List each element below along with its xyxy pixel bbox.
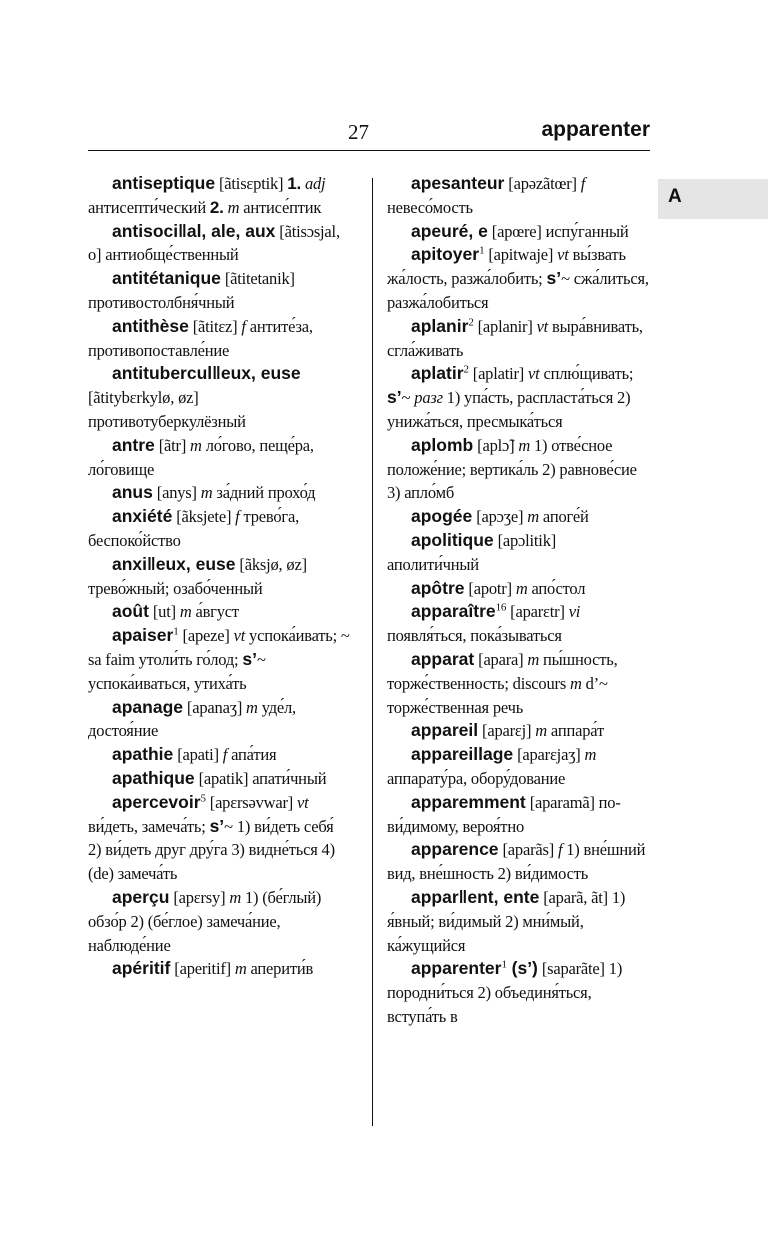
headword: s’ <box>209 815 225 836</box>
entry-text: [apara] <box>474 649 528 669</box>
grammar-label: m <box>518 435 531 455</box>
entry-text: [ãksjete] <box>172 507 236 527</box>
dictionary-entry <box>88 886 350 957</box>
superscript-number: 2 <box>468 316 474 329</box>
headword: apercevoir <box>112 791 201 812</box>
headword: antithèse <box>112 315 189 336</box>
dictionary-entry <box>88 743 350 767</box>
headword: appar‖ent, ente <box>411 886 540 907</box>
dictionary-entry <box>88 791 350 886</box>
dictionary-entry <box>88 505 350 553</box>
entry-text: d’~ торже́ственная речь <box>387 673 608 717</box>
grammar-label: f <box>222 745 228 765</box>
entry-text: пы́шность, торже́ственность; discours <box>387 649 618 693</box>
grammar-label: m <box>246 697 258 717</box>
sense-number: 2. <box>209 197 224 217</box>
grammar-label: m <box>515 578 528 598</box>
dictionary-entry <box>88 362 350 433</box>
superscript-number: 1 <box>173 625 179 638</box>
headword: antiseptique <box>112 173 216 193</box>
entry-text: [aplanir] <box>473 316 537 336</box>
entry-text: аппара́т <box>547 721 604 741</box>
grammar-label: vt <box>297 792 309 812</box>
grammar-label: m <box>190 435 202 455</box>
dictionary-entry <box>88 553 350 601</box>
grammar-label: f <box>557 840 563 860</box>
entry-text: антисе́птик <box>239 197 322 217</box>
dictionary-entry <box>387 957 651 1028</box>
dictionary-entry <box>88 600 350 624</box>
grammar-label: m <box>229 887 242 907</box>
entry-text: невесо́мость <box>387 197 473 217</box>
grammar-label: adj <box>304 174 326 193</box>
section-letter-tab <box>658 179 768 219</box>
entry-text: [aperitif] <box>170 959 235 979</box>
entry-text: [aparamã] по-ви́димому, вероя́тно <box>387 792 621 836</box>
grammar-label: m <box>179 602 192 622</box>
entry-text: трево́га, беспоко́йство <box>88 507 300 550</box>
superscript-number: 1 <box>501 958 507 971</box>
entry-text: 1) вне́шний вид, вне́шность 2) ви́димость <box>387 840 646 884</box>
grammar-label: m <box>584 745 597 765</box>
entry-text: [saparãte] 1) породни́ться 2) объединя́ться, вступа́ть в <box>387 959 623 1026</box>
entry-text: [ãtitybɛrkylø, øz] противотуберкулёзный <box>88 388 246 431</box>
grammar-label: m <box>527 507 539 527</box>
page-header <box>88 116 650 150</box>
headword: apesanteur <box>411 173 505 193</box>
entry-text: [ãtr] <box>154 435 191 455</box>
headword: antisoci‖al, ale, aux <box>112 220 276 241</box>
headword: apathie <box>112 744 174 765</box>
headword: antre <box>112 434 155 455</box>
headword: apogée <box>411 506 473 527</box>
entry-text: сплю́щивать; <box>539 364 634 384</box>
grammar-label: разг <box>414 388 443 408</box>
entry-text: [ãksjø, øz] трево́жный; озабо́ченный <box>88 554 307 598</box>
headword: apitoyer <box>411 244 480 265</box>
headword: anxiété <box>112 506 173 527</box>
entry-text: [apati] <box>173 745 223 765</box>
entry-text: 1) упа́сть, распласта́ться 2) унижа́ться, пресмыка́ться <box>387 388 631 431</box>
dictionary-entry <box>88 957 350 981</box>
entry-text: за́дний прохо́д <box>212 483 316 503</box>
entry-text: ~ <box>401 388 415 408</box>
headword: août <box>112 601 149 622</box>
entry-text: [apatik] апати́чный <box>194 768 327 788</box>
entry-text: [apɛrsy] <box>169 887 230 907</box>
entry-text: [apɔlitik] аполити́чный <box>387 530 557 574</box>
superscript-number: 1 <box>479 244 485 257</box>
dictionary-entry <box>387 243 651 314</box>
entry-text: вы́звать жа́лость, разжа́лобить; <box>387 245 626 289</box>
dictionary-entry <box>387 838 651 886</box>
dictionary-entry <box>387 362 651 433</box>
page-number: 27 <box>348 120 369 144</box>
headword: apparence <box>411 839 499 860</box>
dictionary-entry <box>387 743 651 791</box>
headword: apparenter <box>411 958 502 979</box>
headword: apathique <box>112 767 195 788</box>
grammar-label: m <box>569 673 582 693</box>
grammar-label: f <box>580 174 586 193</box>
entry-text: [apitwaje] <box>484 245 558 265</box>
headword: appareillage <box>411 744 514 765</box>
dictionary-entry <box>88 267 350 315</box>
entry-text: 1) (бе́глый) обзо́р 2) (бе́глое) замеча́ние, наблюде́ние <box>88 887 322 955</box>
entry-text: [ãtitɛz] <box>188 316 242 336</box>
headword: s’ <box>546 268 562 289</box>
entry-text: ~ сжа́литься, разжа́лобиться <box>387 269 649 312</box>
entry-text: [ãtisɛptik] <box>215 174 288 193</box>
headword: anxi‖eux, euse <box>112 553 236 574</box>
entry-text: ~ успока́иваться, утиха́ть <box>88 649 266 693</box>
headword: s’ <box>387 387 402 408</box>
entry-text: успока́ивать; ~ sa faim утоли́ть го́лод; <box>88 626 350 669</box>
entry-text: [ut] <box>148 602 180 622</box>
grammar-label: f <box>235 507 240 527</box>
entry-text: [aparɛj] <box>478 721 536 741</box>
dictionary-entry <box>387 577 651 601</box>
entry-text: [aplatir] <box>468 364 529 384</box>
grammar-label: m <box>527 649 540 669</box>
right-column <box>387 172 651 1029</box>
superscript-number: 16 <box>495 601 507 614</box>
headword: aplatir <box>411 363 464 384</box>
headword: apôtre <box>411 577 465 598</box>
column-divider <box>372 178 373 1126</box>
headword: apparemment <box>411 791 526 812</box>
entry-text: ~ 1) ви́деть себя́ 2) ви́деть друг дру́га 3) видне́ться 4) (de) замеча́ть <box>88 816 335 884</box>
dictionary-entry <box>387 529 651 577</box>
headword: apparaître <box>411 601 496 622</box>
entry-text: уде́л, достоя́ние <box>88 697 296 741</box>
grammar-label: m <box>234 959 247 979</box>
section-letter: A <box>668 186 682 207</box>
grammar-label: m <box>227 197 240 217</box>
entry-text: апоге́й <box>538 507 589 527</box>
headword: apanage <box>112 696 183 717</box>
entry-text: апо́стол <box>527 578 586 598</box>
dictionary-entry <box>387 791 651 839</box>
dictionary-entry <box>387 434 651 505</box>
dictionary-entry <box>88 220 350 268</box>
grammar-label: vt <box>233 626 246 646</box>
entry-text: [aparãs] <box>498 840 558 860</box>
entry-text: [ãtisɔsjal, o] антиобще́ственный <box>88 221 340 265</box>
entry-text: аперити́в <box>246 959 314 979</box>
entry-text: 1) отве́сное положе́ние; вертика́ль 2) равнове́сие 3) апло́мб <box>387 435 637 503</box>
dictionary-entry <box>387 172 651 220</box>
entry-text: [apotr] <box>464 578 516 598</box>
headword: (s’) <box>506 958 538 979</box>
dictionary-entry <box>88 696 350 744</box>
entry-text: [aplɔ̃] <box>473 435 519 455</box>
headword: anus <box>112 482 153 503</box>
headword: aplanir <box>411 315 469 336</box>
entry-text: [aparã, ãt] 1) я́вный; ви́димый 2) мни́мый, ка́жущийся <box>387 887 626 955</box>
dictionary-entry <box>88 767 350 791</box>
headword: antitubercul‖eux, euse <box>112 363 301 384</box>
entry-text: [aparɛtr] <box>506 602 569 622</box>
entry-text: аппарату́ра, обору́дование <box>387 768 566 788</box>
headword: aperçu <box>112 886 170 907</box>
grammar-label: vi <box>568 602 581 622</box>
entry-text: апа́тия <box>227 745 277 765</box>
headword: apparat <box>411 648 475 669</box>
grammar-label: vt <box>528 364 540 384</box>
entry-text: [apœre] испу́ганный <box>487 221 629 241</box>
dictionary-entry <box>387 886 651 957</box>
entry-text: [apɛrsəvwar] <box>205 792 298 812</box>
superscript-number: 2 <box>463 363 469 376</box>
entry-text: [apəzãtœr] <box>504 174 581 193</box>
dictionary-entry <box>88 481 350 505</box>
dictionary-entry <box>387 719 651 743</box>
entry-text: антите́за, противопоставле́ние <box>88 316 313 360</box>
headword: s’ <box>242 648 257 669</box>
header-rule <box>88 150 650 151</box>
entry-text: [apeze] <box>178 626 234 646</box>
dictionary-entry <box>88 434 350 482</box>
dictionary-entry <box>387 220 651 244</box>
dictionary-entry <box>387 505 651 529</box>
dictionary-entry <box>387 648 651 719</box>
grammar-label: m <box>200 483 213 503</box>
entry-text: появля́ться, пока́зываться <box>387 626 562 646</box>
superscript-number: 5 <box>200 792 206 805</box>
grammar-label: vt <box>536 316 549 336</box>
running-head: apparenter <box>541 118 650 141</box>
dictionary-entry <box>88 172 350 220</box>
entry-text: [apanaʒ] <box>183 697 247 717</box>
grammar-label: f <box>241 316 246 336</box>
headword: aplomb <box>411 434 474 455</box>
entry-text: а́вгуст <box>191 602 239 622</box>
grammar-label: m <box>535 721 547 741</box>
entry-text: [apɔʒe] <box>472 507 528 527</box>
entry-text: выра́внивать, сгла́живать <box>387 316 643 360</box>
headword: apaiser <box>112 625 174 646</box>
dictionary-entry <box>387 315 651 363</box>
entry-text: антисепти́ческий <box>88 197 210 217</box>
headword: antitétanique <box>112 268 221 289</box>
sense-number: 1. <box>287 174 302 193</box>
entry-text: [ãtitetanik] противостолбня́чный <box>88 269 295 312</box>
entry-text: [anys] <box>152 483 201 503</box>
grammar-label: vt <box>557 245 569 265</box>
dictionary-entry <box>88 624 350 695</box>
entry-text: ви́деть, замеча́ть; <box>88 816 210 836</box>
headword: apéritif <box>112 958 171 979</box>
dictionary-entry <box>88 315 350 363</box>
headword: apeuré, e <box>411 220 488 241</box>
dictionary-entry <box>387 600 651 648</box>
left-column <box>88 172 350 981</box>
entry-text: [aparɛjaʒ] <box>513 745 585 765</box>
headword: apolitique <box>411 529 494 550</box>
entry-text: ло́гово, пеще́ра, ло́говище <box>88 435 314 479</box>
headword: appareil <box>411 720 479 741</box>
